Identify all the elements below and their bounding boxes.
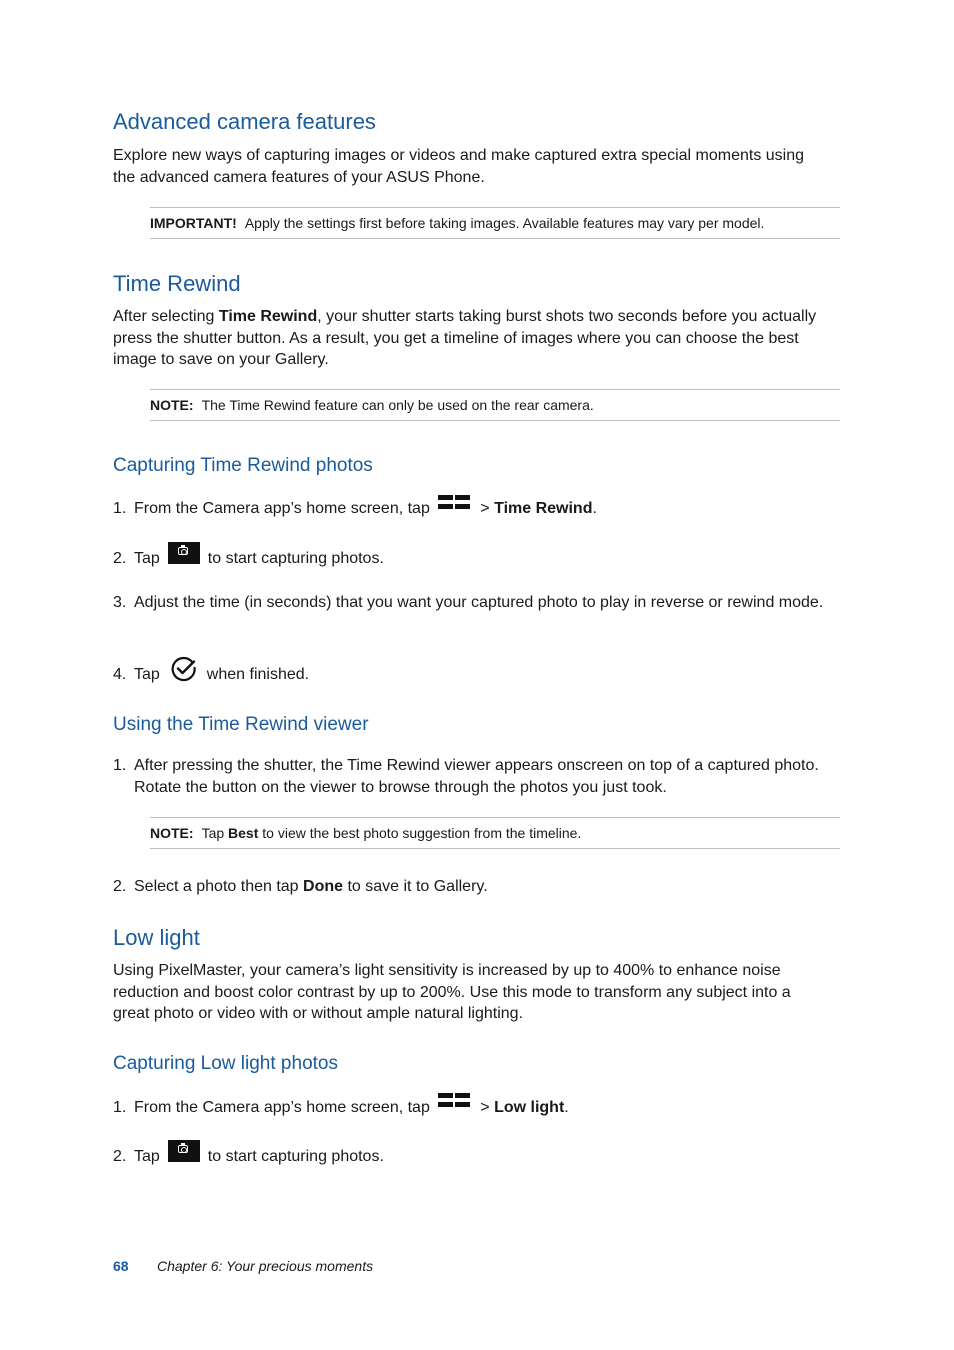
step-text-separator: > bbox=[475, 500, 495, 517]
step-text bbox=[134, 548, 828, 570]
step-number: 1. bbox=[113, 1099, 127, 1116]
step-number: 1. bbox=[113, 757, 127, 774]
important-text: Apply the settings first before taking images. Available features may vary per model. bbox=[244, 215, 765, 231]
list-item bbox=[113, 664, 828, 686]
step-text-post: to start capturing photos. bbox=[207, 1148, 384, 1165]
step-number: 4. bbox=[113, 666, 127, 683]
step-text-post: when finished. bbox=[206, 666, 310, 683]
step-text-post: to start capturing photos. bbox=[207, 550, 384, 567]
time-rewind-description bbox=[113, 306, 828, 371]
important-box bbox=[150, 207, 840, 239]
step-text-pre: Tap bbox=[134, 550, 160, 567]
list-item bbox=[113, 498, 828, 520]
step-text bbox=[134, 498, 828, 520]
chapter-title: Chapter 6: Your precious moments bbox=[157, 1258, 374, 1274]
note-label: NOTE: bbox=[150, 825, 194, 841]
para-bold: Time Rewind bbox=[218, 308, 318, 325]
note-text-post: to view the best photo suggestion from the timeline. bbox=[258, 825, 582, 841]
step-number: 3. bbox=[113, 594, 127, 611]
check-circle-icon bbox=[170, 655, 198, 683]
page-number: 68 bbox=[113, 1258, 129, 1274]
note-label: NOTE: bbox=[150, 397, 194, 413]
step-text-pre: Select a photo then tap bbox=[134, 878, 304, 895]
list-item bbox=[113, 1097, 828, 1119]
step-number: 2. bbox=[113, 550, 127, 567]
subsection-title-capturing-low-light: Capturing Low light photos bbox=[113, 1053, 338, 1074]
note-text: The Time Rewind feature can only be used on the rear camera. bbox=[201, 397, 594, 413]
step-text bbox=[134, 664, 828, 686]
mode-grid-icon bbox=[438, 1093, 470, 1111]
step-text bbox=[134, 1146, 828, 1168]
para-text: After selecting bbox=[113, 308, 219, 325]
step-text-bold: Low light bbox=[494, 1099, 565, 1116]
step-text-pre: Tap bbox=[134, 666, 160, 683]
list-item bbox=[113, 1146, 828, 1168]
step-text-pre: From the Camera app’s home screen, tap bbox=[134, 1099, 430, 1116]
note-box-best bbox=[150, 817, 840, 849]
advanced-intro: Explore new ways of capturing images or videos and make captured extra special moments using the advanced camera features of your ASUS Phone. bbox=[113, 147, 805, 186]
camera-shutter-icon bbox=[168, 1140, 200, 1162]
step-text-bold: Time Rewind bbox=[494, 500, 593, 517]
step-number: 1. bbox=[113, 500, 127, 517]
note-text-bold: Best bbox=[228, 825, 259, 841]
step-text-bold: Done bbox=[303, 878, 344, 895]
step-number: 2. bbox=[113, 1148, 127, 1165]
step-number: 2. bbox=[113, 878, 127, 895]
list-item bbox=[113, 876, 828, 898]
section-title-time-rewind: Time Rewind bbox=[113, 271, 241, 296]
list-item bbox=[113, 548, 828, 570]
step-text-post: to save it to Gallery. bbox=[343, 878, 488, 895]
step-text-pre: From the Camera app’s home screen, tap bbox=[134, 500, 430, 517]
mode-grid-icon bbox=[438, 495, 470, 513]
step-text-pre: Tap bbox=[134, 1148, 160, 1165]
step-text-post: . bbox=[564, 1099, 569, 1116]
step-text: Adjust the time (in seconds) that you want your captured photo to play in reverse or rewind mode. bbox=[134, 594, 824, 611]
subsection-title-viewer: Using the Time Rewind viewer bbox=[113, 714, 369, 735]
note-text bbox=[202, 825, 582, 841]
list-item bbox=[113, 755, 828, 799]
section-title-advanced: Advanced camera features bbox=[113, 109, 376, 134]
step-text: After pressing the shutter, the Time Rewind viewer appears onscreen on top of a captured photo. Rotate the button on the viewer to browse through the photos you just took. bbox=[134, 757, 819, 796]
note-text-pre: Tap bbox=[201, 825, 229, 841]
para-text: , your shutter starts taking burst shots two seconds before you actually press the shutter button. As a result, you get a timeline of images where you can choose the best image to save on your Gallery. bbox=[113, 308, 817, 368]
low-light-description: Using PixelMaster, your camera’s light sensitivity is increased by up to 400% to enhance noise reduction and boost color contrast by up to 200%. Use this mode to transform any subject into a great photo or video with or without ample natural lighting. bbox=[113, 962, 791, 1022]
note-box-rear-camera bbox=[150, 389, 840, 421]
step-text-post: . bbox=[592, 500, 597, 517]
step-text-separator: > bbox=[475, 1099, 495, 1116]
section-title-low-light: Low light bbox=[113, 925, 200, 950]
list-item bbox=[113, 592, 828, 636]
important-label: IMPORTANT! bbox=[150, 215, 237, 231]
camera-shutter-icon bbox=[168, 542, 200, 564]
subsection-title-capturing-time-rewind: Capturing Time Rewind photos bbox=[113, 455, 373, 476]
step-text bbox=[134, 876, 828, 898]
step-text bbox=[134, 1097, 828, 1119]
